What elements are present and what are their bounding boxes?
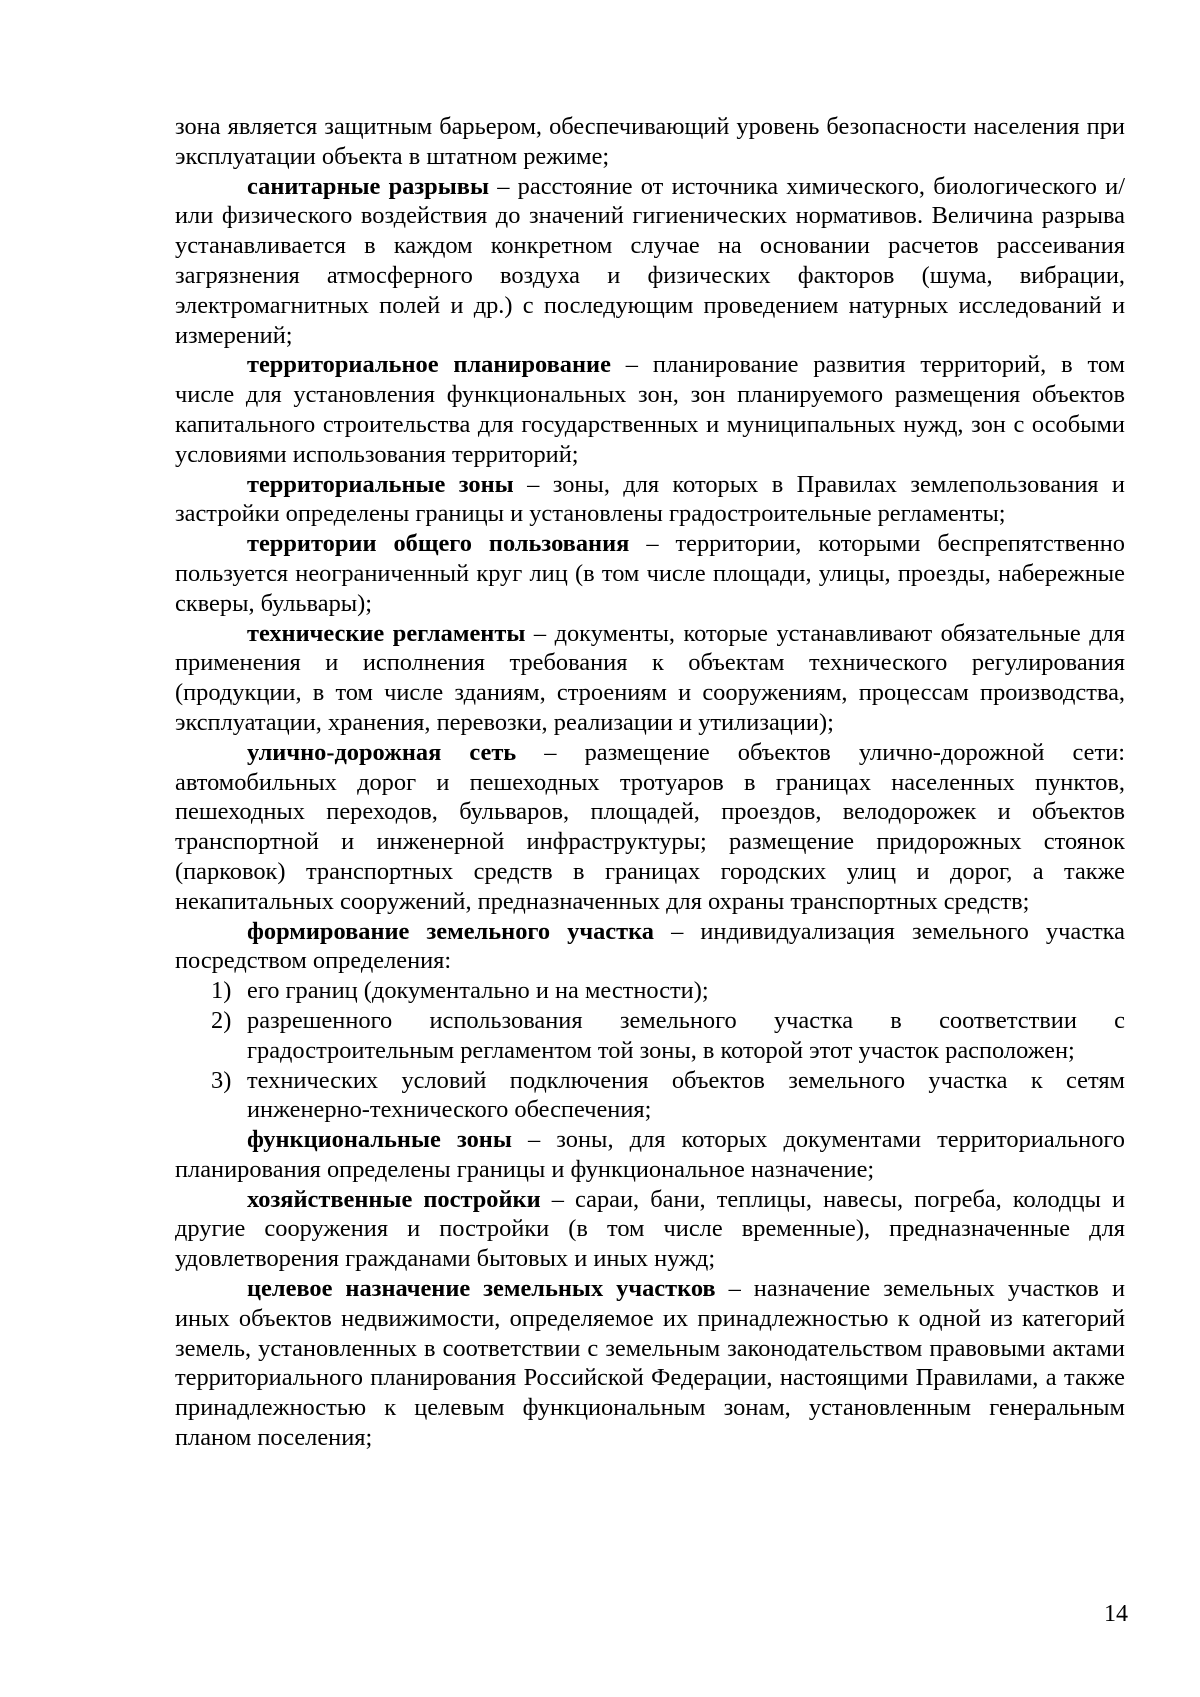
definition-text: – расстояние от источника химического, биологического и/или физического воздействия до значений гигиенических нормативов. Величина разрыва устанавливается в каждом конкретном случае на основании расчетов рассеивания загрязнения атмосферного воздуха и физических факторов (шума, вибрации, электромагнитных полей и др.) с последующим проведением натурных исследований и измерений; <box>175 172 1126 349</box>
definition-term: территории общего пользования <box>247 530 630 558</box>
definition-text: – территории, которыми беспрепятственно пользуется неограниченный круг лиц (в том числе площади, улицы, проезды, набережные скверы, бульвары); <box>175 530 1126 617</box>
definition-text: – размещение объектов улично-дорожной сети: автомобильных дорог и пешеходных тротуаров в границах населенных пунктов, пешеходных переходов, бульваров, площадей, проездов, велодорожек и объектов транспортной и инженерной инфраструктуры; размещение придорожных стоянок (парковок) транспортных средств в границах городских улиц и дорог, а также некапитальных сооружений, предназначенных для охраны транспортных средств; <box>175 738 1125 915</box>
continuation-paragraph: зона является защитным барьером, обеспечивающий уровень безопасности населения при эксплуатации объекта в штатном режиме; <box>175 113 1125 170</box>
definition-outbuildings <box>175 1185 1125 1274</box>
definition-text: – зоны, для которых в Правилах землепользования и застройки определены границы и установлены градостроительные регламенты; <box>175 470 1125 528</box>
definition-text: – индивидуализация земельного участка посредством определения: <box>175 917 1125 975</box>
definition-land-plot-formation <box>175 917 1125 977</box>
land-plot-formation-list <box>175 976 1125 1125</box>
definition-technical-regulations <box>175 619 1125 738</box>
page-number: 14 <box>1104 1601 1128 1627</box>
definition-functional-zones <box>175 1125 1125 1185</box>
list-item-text: технических условий подключения объектов земельного участка к сетям инженерно-технического обеспечения; <box>247 1066 1125 1124</box>
definition-territorial-planning <box>175 350 1125 469</box>
definition-term: формирование земельного участка <box>247 917 654 945</box>
list-item <box>175 1006 1125 1066</box>
definition-term: хозяйственные постройки <box>247 1185 541 1213</box>
definition-term: целевое назначение земельных участков <box>247 1275 716 1303</box>
list-item-number: 2) <box>211 1006 232 1034</box>
definition-text: – сараи, бани, теплицы, навесы, погреба, колодцы и другие сооружения и постройки (в том числе временные), предназначенные для удовлетворения гражданами бытовых и иных нужд; <box>175 1185 1125 1273</box>
definition-text: – назначение земельных участков и иных объектов недвижимости, определяемое их принадлежностью к одной из категорий земель, установленных в соответствии с земельным законодательством правовыми актами территориального планирования Российской Федерации, настоящими Правилами, а также принадлежностью к целевым функциональным зонам, установленным генеральным планом поселения; <box>175 1275 1125 1452</box>
list-item <box>175 976 1125 1006</box>
definition-public-territories <box>175 529 1125 618</box>
definition-sanitary-gaps <box>175 172 1125 351</box>
list-item <box>175 1066 1125 1126</box>
list-item-number: 3) <box>211 1066 232 1094</box>
definition-term: территориальное планирование <box>247 351 611 379</box>
definition-land-purpose <box>175 1274 1125 1453</box>
document-body <box>175 112 1125 1453</box>
definition-territorial-zones <box>175 470 1125 530</box>
definition-street-road-network <box>175 738 1125 917</box>
list-item-text: разрешенного использования земельного участка в соответствии с градостроительным регламентом той зоны, в которой этот участок расположен; <box>247 1006 1125 1064</box>
definition-term: технические регламенты <box>247 619 526 647</box>
definition-term: территориальные зоны <box>247 470 514 498</box>
definition-text: – планирование развития территорий, в том числе для установления функциональных зон, зон планируемого размещения объектов капитального строительства для государственных и муниципальных нужд, зон с особыми условиями использования территорий; <box>175 351 1125 468</box>
definition-term: улично-дорожная сеть <box>247 738 517 766</box>
definition-text: – зоны, для которых документами территориального планирования определены границы и функциональное назначение; <box>175 1126 1125 1183</box>
definition-term: санитарные разрывы <box>247 172 490 200</box>
list-item-text: его границ (документально и на местности); <box>247 977 709 1005</box>
definition-text: – документы, которые устанавливают обязательные для применения и исполнения требования к объектам технического регулирования (продукции, в том числе зданиям, строениям и сооружениям, процессам производства, эксплуатации, хранения, перевозки, реализации и утилизации); <box>175 619 1126 736</box>
definition-term: функциональные зоны <box>247 1126 512 1154</box>
list-item-number: 1) <box>211 977 232 1005</box>
